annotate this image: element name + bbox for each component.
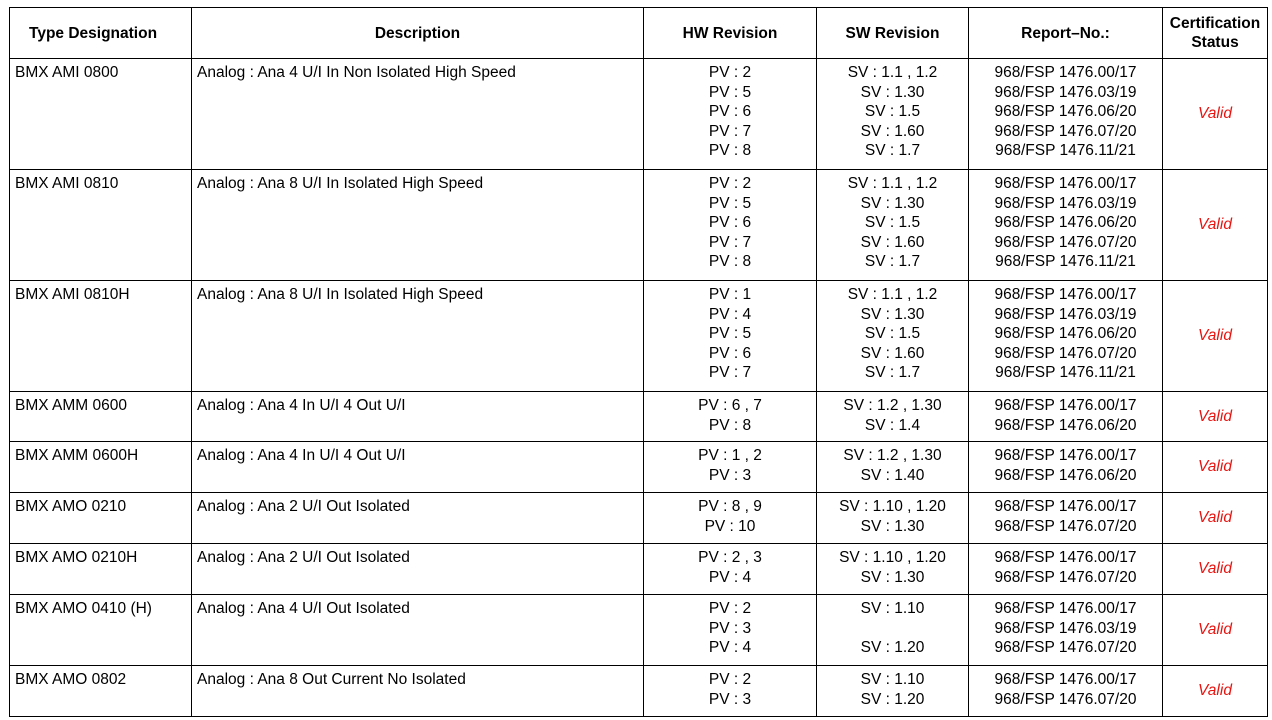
report-no-cell-line: 968/FSP 1476.07/20 bbox=[994, 122, 1137, 140]
report-no-cell-line: 968/FSP 1476.00/17 bbox=[994, 549, 1137, 566]
certification-status-cell: Valid bbox=[1163, 170, 1268, 281]
sw-revision-cell-line: SV : 1.7 bbox=[864, 253, 921, 271]
hw-revision-cell-line: PV : 4 bbox=[708, 568, 752, 586]
description-cell: Analog : Ana 2 U/I Out Isolated bbox=[192, 493, 644, 544]
report-no-cell-line: 968/FSP 1476.00/17 bbox=[994, 175, 1137, 192]
certification-status-cell: Valid bbox=[1163, 493, 1268, 544]
sw-revision-cell-line: SV : 1.10 bbox=[860, 671, 925, 688]
certification-status-cell: Valid bbox=[1163, 59, 1268, 170]
type-designation-cell: BMX AMI 0810 bbox=[10, 170, 192, 281]
hw-revision-cell bbox=[644, 170, 817, 281]
report-no-cell-line: 968/FSP 1476.11/21 bbox=[995, 364, 1136, 382]
certification-status-cell: Valid bbox=[1163, 442, 1268, 493]
report-no-cell-line: 968/FSP 1476.00/17 bbox=[994, 671, 1137, 688]
sw-revision-cell bbox=[817, 493, 969, 544]
hw-revision-cell bbox=[644, 442, 817, 493]
report-no-cell-line: 968/FSP 1476.03/19 bbox=[994, 305, 1137, 323]
report-no-cell-line: 968/FSP 1476.07/20 bbox=[994, 639, 1137, 657]
sw-revision-cell-line: SV : 1.5 bbox=[864, 103, 921, 121]
sw-revision-cell-line: SV : 1.40 bbox=[860, 466, 925, 484]
sw-revision-cell-line: SV : 1.30 bbox=[860, 194, 925, 212]
report-no-cell-line: 968/FSP 1476.06/20 bbox=[994, 416, 1137, 434]
sw-revision-cell-line: SV : 1.5 bbox=[864, 214, 921, 232]
certification-table bbox=[9, 7, 1268, 717]
report-no-cell-line: 968/FSP 1476.06/20 bbox=[994, 103, 1137, 121]
hw-revision-cell-line: PV : 5 bbox=[708, 325, 752, 343]
report-no-cell-line: 968/FSP 1476.00/17 bbox=[994, 498, 1137, 515]
sw-revision-cell-line: SV : 1.60 bbox=[860, 344, 925, 362]
hw-revision-cell bbox=[644, 493, 817, 544]
report-no-cell-line: 968/FSP 1476.00/17 bbox=[994, 600, 1137, 617]
report-no-cell-line: 968/FSP 1476.00/17 bbox=[994, 397, 1137, 414]
table-row bbox=[10, 666, 1268, 717]
sw-revision-cell-line bbox=[817, 619, 968, 639]
hw-revision-cell-line: PV : 4 bbox=[708, 305, 752, 323]
sw-revision-cell-line: SV : 1.7 bbox=[864, 364, 921, 382]
table-row bbox=[10, 442, 1268, 493]
sw-revision-cell-line: SV : 1.60 bbox=[860, 233, 925, 251]
hw-revision-cell-line: PV : 6 bbox=[708, 214, 752, 232]
hw-revision-cell-line: PV : 7 bbox=[708, 233, 752, 251]
header-certification-status bbox=[1163, 8, 1268, 59]
report-no-cell-line: 968/FSP 1476.03/19 bbox=[994, 83, 1137, 101]
sw-revision-cell-line: SV : 1.30 bbox=[860, 305, 925, 323]
hw-revision-cell-line: PV : 2 bbox=[708, 671, 752, 688]
report-no-cell bbox=[969, 493, 1163, 544]
hw-revision-cell-line: PV : 1 , 2 bbox=[698, 447, 762, 464]
report-no-cell bbox=[969, 442, 1163, 493]
hw-revision-cell-line: PV : 5 bbox=[708, 83, 752, 101]
certification-status-cell: Valid bbox=[1163, 281, 1268, 392]
report-no-cell-line: 968/FSP 1476.07/20 bbox=[994, 344, 1137, 362]
hw-revision-cell-line: PV : 8 , 9 bbox=[698, 498, 762, 515]
sw-revision-cell-line: SV : 1.10 , 1.20 bbox=[839, 498, 946, 515]
type-designation-cell: BMX AMI 0810H bbox=[10, 281, 192, 392]
sw-revision-cell-line: SV : 1.4 bbox=[864, 416, 921, 434]
hw-revision-cell-line: PV : 3 bbox=[708, 466, 752, 484]
sw-revision-cell-line: SV : 1.7 bbox=[864, 142, 921, 160]
hw-revision-cell-line: PV : 3 bbox=[708, 619, 752, 637]
table-row bbox=[10, 595, 1268, 666]
report-no-cell-line: 968/FSP 1476.07/20 bbox=[994, 517, 1137, 535]
sw-revision-cell bbox=[817, 595, 969, 666]
sw-revision-cell bbox=[817, 666, 969, 717]
header-report-no: Report–No.: bbox=[969, 8, 1163, 59]
hw-revision-cell-line: PV : 6 , 7 bbox=[698, 397, 762, 414]
sw-revision-cell bbox=[817, 544, 969, 595]
report-no-cell bbox=[969, 392, 1163, 442]
header-description: Description bbox=[192, 8, 644, 59]
hw-revision-cell-line: PV : 8 bbox=[708, 253, 752, 271]
hw-revision-cell-line: PV : 2 bbox=[708, 64, 752, 81]
hw-revision-cell-line: PV : 10 bbox=[704, 517, 756, 535]
table-row bbox=[10, 544, 1268, 595]
sw-revision-cell-line: SV : 1.30 bbox=[860, 83, 925, 101]
hw-revision-cell bbox=[644, 595, 817, 666]
certification-status-cell: Valid bbox=[1163, 595, 1268, 666]
report-no-cell-line: 968/FSP 1476.07/20 bbox=[994, 690, 1137, 708]
sw-revision-cell-line: SV : 1.2 , 1.30 bbox=[843, 447, 942, 464]
report-no-cell bbox=[969, 666, 1163, 717]
sw-revision-cell-line: SV : 1.20 bbox=[860, 639, 925, 657]
header-hw-revision: HW Revision bbox=[644, 8, 817, 59]
report-no-cell-line: 968/FSP 1476.06/20 bbox=[994, 214, 1137, 232]
sw-revision-cell-line: SV : 1.2 , 1.30 bbox=[843, 397, 942, 414]
report-no-cell-line: 968/FSP 1476.11/21 bbox=[995, 253, 1136, 271]
certification-document bbox=[9, 7, 1268, 717]
header-sw-revision: SW Revision bbox=[817, 8, 969, 59]
hw-revision-cell-line: PV : 1 bbox=[708, 286, 752, 303]
certification-status-cell: Valid bbox=[1163, 544, 1268, 595]
hw-revision-cell bbox=[644, 59, 817, 170]
report-no-cell-line: 968/FSP 1476.07/20 bbox=[994, 568, 1137, 586]
hw-revision-cell-line: PV : 8 bbox=[708, 416, 752, 434]
report-no-cell-line: 968/FSP 1476.07/20 bbox=[994, 233, 1137, 251]
sw-revision-cell bbox=[817, 59, 969, 170]
hw-revision-cell-line: PV : 2 bbox=[708, 600, 752, 617]
sw-revision-cell bbox=[817, 392, 969, 442]
report-no-cell bbox=[969, 544, 1163, 595]
type-designation-cell: BMX AMM 0600 bbox=[10, 392, 192, 442]
description-cell: Analog : Ana 8 Out Current No Isolated bbox=[192, 666, 644, 717]
sw-revision-cell bbox=[817, 442, 969, 493]
report-no-cell-line: 968/FSP 1476.06/20 bbox=[994, 325, 1137, 343]
description-cell: Analog : Ana 4 In U/I 4 Out U/I bbox=[192, 442, 644, 493]
header-type-designation: Type Designation bbox=[10, 8, 192, 59]
hw-revision-cell-line: PV : 7 bbox=[708, 122, 752, 140]
report-no-cell-line: 968/FSP 1476.11/21 bbox=[995, 142, 1136, 160]
sw-revision-cell-line: SV : 1.1 , 1.2 bbox=[847, 64, 938, 81]
hw-revision-cell-line: PV : 6 bbox=[708, 344, 752, 362]
description-cell: Analog : Ana 4 In U/I 4 Out U/I bbox=[192, 392, 644, 442]
report-no-cell bbox=[969, 170, 1163, 281]
hw-revision-cell-line: PV : 4 bbox=[708, 639, 752, 657]
hw-revision-cell-line: PV : 5 bbox=[708, 194, 752, 212]
report-no-cell bbox=[969, 59, 1163, 170]
sw-revision-cell-line: SV : 1.1 , 1.2 bbox=[847, 175, 938, 192]
hw-revision-cell bbox=[644, 392, 817, 442]
report-no-cell-line: 968/FSP 1476.00/17 bbox=[994, 447, 1137, 464]
sw-revision-cell-line: SV : 1.10 bbox=[860, 600, 925, 617]
report-no-cell bbox=[969, 281, 1163, 392]
table-body bbox=[10, 59, 1268, 717]
table-row bbox=[10, 170, 1268, 281]
report-no-cell-line: 968/FSP 1476.06/20 bbox=[994, 466, 1137, 484]
type-designation-cell: BMX AMI 0800 bbox=[10, 59, 192, 170]
sw-revision-cell-line: SV : 1.10 , 1.20 bbox=[839, 549, 946, 566]
description-cell: Analog : Ana 4 U/I In Non Isolated High Speed bbox=[192, 59, 644, 170]
report-no-cell-line: 968/FSP 1476.03/19 bbox=[994, 194, 1137, 212]
table-row bbox=[10, 493, 1268, 544]
sw-revision-cell bbox=[817, 281, 969, 392]
hw-revision-cell bbox=[644, 544, 817, 595]
hw-revision-cell-line: PV : 3 bbox=[708, 690, 752, 708]
hw-revision-cell-line: PV : 2 , 3 bbox=[698, 549, 762, 566]
sw-revision-cell-line: SV : 1.30 bbox=[860, 517, 925, 535]
type-designation-cell: BMX AMO 0802 bbox=[10, 666, 192, 717]
table-row bbox=[10, 392, 1268, 442]
header-status-line-1: Certification bbox=[1169, 15, 1261, 32]
sw-revision-cell-line: SV : 1.20 bbox=[860, 690, 925, 708]
sw-revision-cell-line: SV : 1.5 bbox=[864, 325, 921, 343]
hw-revision-cell-line: PV : 6 bbox=[708, 103, 752, 121]
type-designation-cell: BMX AMO 0210H bbox=[10, 544, 192, 595]
type-designation-cell: BMX AMO 0410 (H) bbox=[10, 595, 192, 666]
hw-revision-cell bbox=[644, 281, 817, 392]
description-cell: Analog : Ana 4 U/I Out Isolated bbox=[192, 595, 644, 666]
sw-revision-cell bbox=[817, 170, 969, 281]
table-row bbox=[10, 281, 1268, 392]
description-cell: Analog : Ana 2 U/I Out Isolated bbox=[192, 544, 644, 595]
hw-revision-cell-line: PV : 8 bbox=[708, 142, 752, 160]
report-no-cell-line: 968/FSP 1476.03/19 bbox=[994, 619, 1137, 637]
description-cell: Analog : Ana 8 U/I In Isolated High Speed bbox=[192, 170, 644, 281]
report-no-cell bbox=[969, 595, 1163, 666]
hw-revision-cell bbox=[644, 666, 817, 717]
certification-status-cell: Valid bbox=[1163, 666, 1268, 717]
sw-revision-cell-line: SV : 1.1 , 1.2 bbox=[847, 286, 938, 303]
type-designation-cell: BMX AMM 0600H bbox=[10, 442, 192, 493]
certification-status-cell: Valid bbox=[1163, 392, 1268, 442]
header-status-line-2: Status bbox=[1191, 34, 1239, 51]
sw-revision-cell-line: SV : 1.60 bbox=[860, 122, 925, 140]
report-no-cell-line: 968/FSP 1476.00/17 bbox=[994, 286, 1137, 303]
table-row bbox=[10, 59, 1268, 170]
hw-revision-cell-line: PV : 2 bbox=[708, 175, 752, 192]
report-no-cell-line: 968/FSP 1476.00/17 bbox=[994, 64, 1137, 81]
table-header-row bbox=[10, 8, 1268, 59]
sw-revision-cell-line: SV : 1.30 bbox=[860, 568, 925, 586]
hw-revision-cell-line: PV : 7 bbox=[708, 364, 752, 382]
description-cell: Analog : Ana 8 U/I In Isolated High Speed bbox=[192, 281, 644, 392]
type-designation-cell: BMX AMO 0210 bbox=[10, 493, 192, 544]
